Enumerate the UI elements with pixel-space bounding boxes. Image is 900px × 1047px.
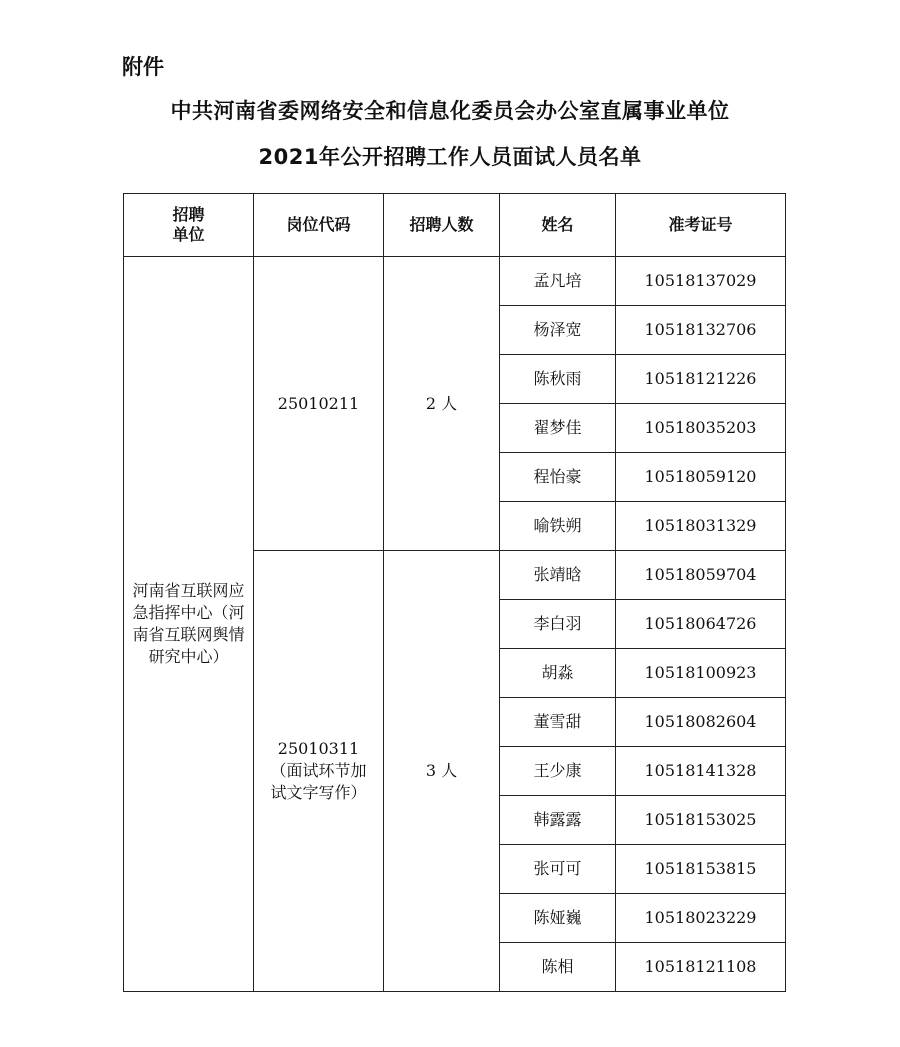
candidate-exam-id: 10518153025 xyxy=(616,796,786,845)
header-recruit-count: 招聘人数 xyxy=(384,194,500,257)
candidate-name: 王少康 xyxy=(500,747,616,796)
recruiting-unit-cell xyxy=(124,257,254,992)
header-unit xyxy=(124,194,254,257)
document-title-line-1: 中共河南省委网络安全和信息化委员会办公室直属事业单位 xyxy=(170,99,730,123)
position-code: 25010311 xyxy=(277,739,360,758)
candidate-name: 陈娅巍 xyxy=(500,894,616,943)
candidate-exam-id: 10518137029 xyxy=(616,257,786,306)
candidate-name: 张靖晗 xyxy=(500,551,616,600)
candidate-name: 董雪甜 xyxy=(500,698,616,747)
candidate-exam-id: 10518082604 xyxy=(616,698,786,747)
candidate-name: 陈相 xyxy=(500,943,616,992)
table-row xyxy=(124,257,786,306)
candidate-exam-id: 10518141328 xyxy=(616,747,786,796)
recruit-count-cell: 3 人 xyxy=(384,551,500,992)
candidate-name: 喻铁朔 xyxy=(500,502,616,551)
position-code-cell xyxy=(254,257,384,551)
attachment-label: 附件 xyxy=(122,55,164,79)
candidate-exam-id: 10518035203 xyxy=(616,404,786,453)
header-unit-line-2: 单位 xyxy=(172,225,205,244)
recruiting-unit-name: 河南省互联网应急指挥中心（河南省互联网舆情研究中心） xyxy=(132,581,245,666)
candidate-exam-id: 10518059704 xyxy=(616,551,786,600)
candidate-exam-id: 10518100923 xyxy=(616,649,786,698)
candidate-name: 孟凡培 xyxy=(500,257,616,306)
candidate-exam-id: 10518031329 xyxy=(616,502,786,551)
candidate-exam-id: 10518059120 xyxy=(616,453,786,502)
position-note: （面试环节加试文字写作） xyxy=(270,761,367,802)
candidate-exam-id: 10518121226 xyxy=(616,355,786,404)
candidate-exam-id: 10518153815 xyxy=(616,845,786,894)
position-code-cell xyxy=(254,551,384,992)
candidate-name: 李白羽 xyxy=(500,600,616,649)
candidate-name: 杨泽宽 xyxy=(500,306,616,355)
candidate-name: 翟梦佳 xyxy=(500,404,616,453)
candidate-exam-id: 10518023229 xyxy=(616,894,786,943)
document-title-line-2: 2021年公开招聘工作人员面试人员名单 xyxy=(258,145,642,169)
candidate-exam-id: 10518064726 xyxy=(616,600,786,649)
interview-candidate-table xyxy=(123,193,786,992)
header-exam-id: 准考证号 xyxy=(616,194,786,257)
table-header-row xyxy=(124,194,786,257)
candidate-name: 张可可 xyxy=(500,845,616,894)
candidate-name: 韩露露 xyxy=(500,796,616,845)
candidate-name: 程怡豪 xyxy=(500,453,616,502)
candidate-exam-id: 10518121108 xyxy=(616,943,786,992)
candidate-name: 胡淼 xyxy=(500,649,616,698)
header-position-code: 岗位代码 xyxy=(254,194,384,257)
candidate-exam-id: 10518132706 xyxy=(616,306,786,355)
position-code: 25010211 xyxy=(277,393,360,413)
header-unit-line-1: 招聘 xyxy=(172,205,205,224)
candidate-name: 陈秋雨 xyxy=(500,355,616,404)
recruit-count-cell: 2 人 xyxy=(384,257,500,551)
header-name: 姓名 xyxy=(500,194,616,257)
